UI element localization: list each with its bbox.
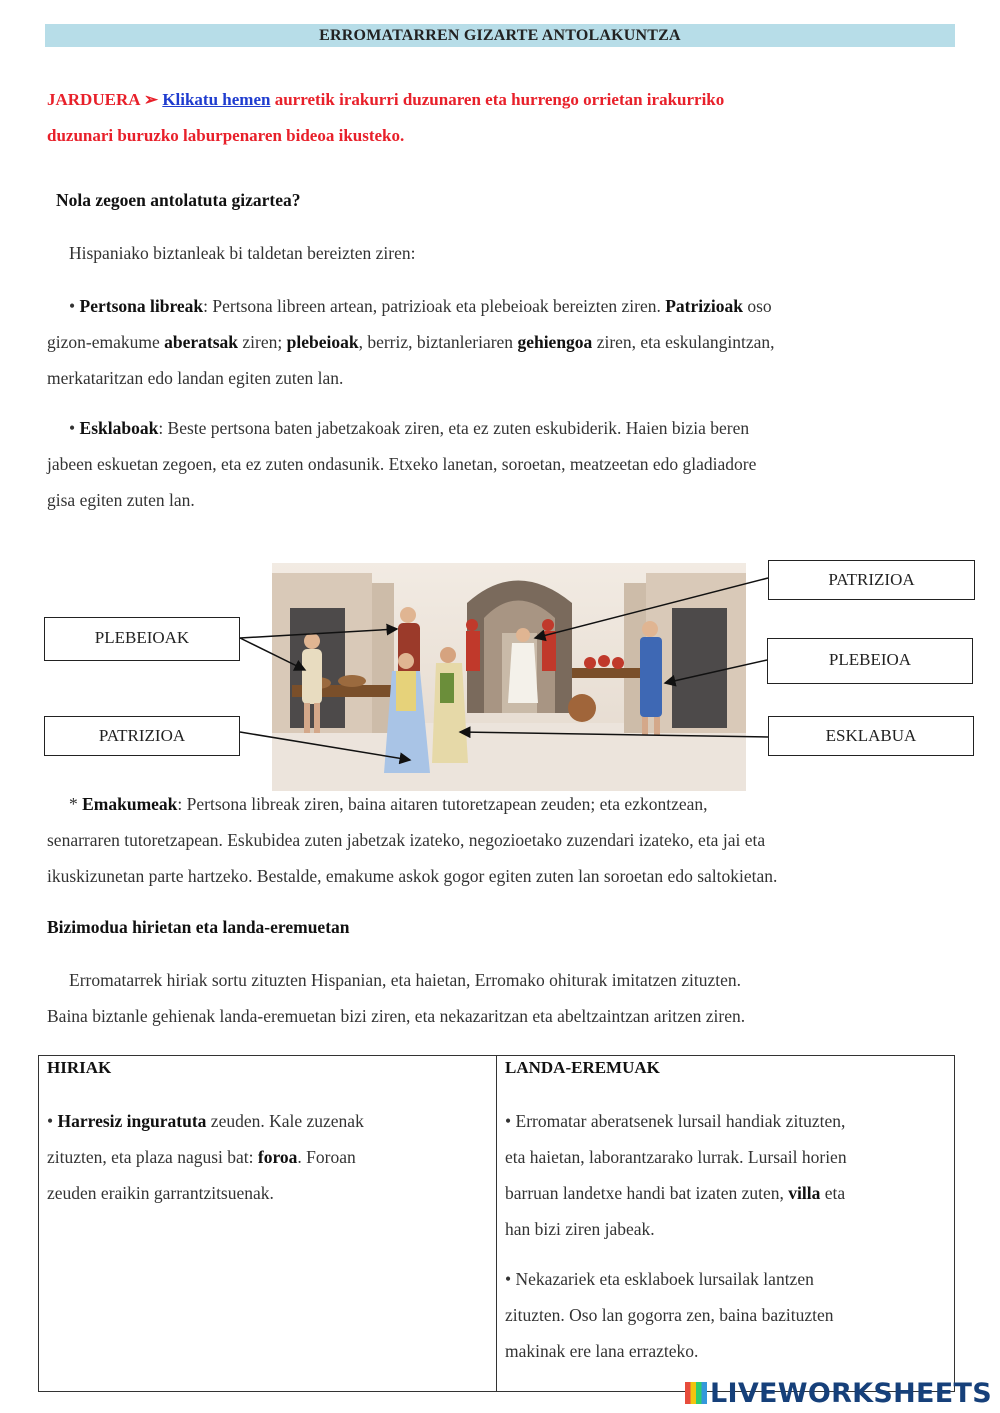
- bullet: •: [505, 1111, 512, 1131]
- label-box-plebeioak: PLEBEIOAK: [44, 617, 240, 661]
- text: zeuden eraikin garrantzitsuenak.: [47, 1183, 274, 1203]
- bullet: •: [69, 418, 76, 438]
- text: : Beste pertsona baten jabetzakoak ziren, eta ez zuten eskubiderik. Haien bizia beren: [158, 418, 750, 438]
- text: barruan landetxe handi bat izaten zuten,: [505, 1183, 789, 1203]
- term-aberatsak: aberatsak: [164, 332, 238, 352]
- logo-text: LIVEWORKSHEETS: [709, 1378, 992, 1409]
- text: makinak ere lana errazteko.: [505, 1341, 699, 1361]
- term-walls: Harresiz inguratuta: [57, 1111, 207, 1131]
- text: Nekazariek eta esklaboek lursailak lantzen: [511, 1269, 814, 1289]
- activity-label: JARDUERA: [47, 90, 140, 109]
- text: : Pertsona libreen artean, patrizioak eta plebeioak bereizten ziren.: [203, 296, 666, 316]
- slaves-paragraph: [47, 410, 967, 518]
- text: jabeen eskuetan zegoen, eta ez zuten ondasunik. Etxeko lanetan, soroetan, meatzeetan edo gladiadore: [47, 454, 757, 474]
- fruit: [612, 657, 624, 669]
- table-divider: [496, 1055, 497, 1392]
- text: eta haietan, laborantzarako lurrak. Lursail horien: [505, 1147, 847, 1167]
- label-box-patrizioa-right: PATRIZIOA: [768, 560, 975, 600]
- table-header-cities: HIRIAK: [47, 1058, 112, 1077]
- floor: [272, 723, 746, 791]
- activity-text-2: duzunari buruzko laburpenaren bideoa ikusteko.: [47, 126, 405, 145]
- text: oso: [743, 296, 772, 316]
- text: , berriz, biztanleriaren: [358, 332, 518, 352]
- text: eta: [820, 1183, 846, 1203]
- term-patrizioak: Patrizioak: [665, 296, 743, 316]
- bullet: •: [69, 296, 76, 316]
- text: ikuskizunetan parte hartzeko. Bestalde, emakume askok gogor egiten zuten lan soroetan edo saltokietan.: [47, 866, 778, 886]
- activity-text-1: aurretik irakurri duzunaren eta hurrengo orrietan irakurriko: [270, 90, 725, 109]
- term-women: Emakumeak: [82, 794, 178, 814]
- text: Erromatarrek hiriak sortu zituzten Hispanian, eta haietan, Erromako ohiturak imitatzen zituzten.: [69, 970, 742, 990]
- text: zituzten, eta plaza nagusi bat:: [47, 1147, 258, 1167]
- text: zituzten. Oso lan gogorra zen, baina bazituzten: [505, 1305, 834, 1325]
- text: senarraren tutoretzapean. Eskubidea zuten jabetzak izateko, negozioetako zuzendari izateko, eta jai eta: [47, 830, 766, 850]
- liveworksheets-logo-icon: [685, 1382, 707, 1404]
- bullet: •: [505, 1269, 512, 1289]
- table-header-rural: LANDA-EREMUAK: [505, 1058, 660, 1077]
- cities-cell: [47, 1103, 487, 1211]
- term-free-people: Pertsona libreak: [79, 296, 204, 316]
- activity-instruction: [47, 82, 947, 154]
- roman-street-illustration: [272, 563, 746, 791]
- label-box-patrizioa-left: PATRIZIOA: [44, 716, 240, 756]
- video-link[interactable]: Klikatu hemen: [162, 90, 271, 109]
- bullet: *: [69, 794, 78, 814]
- term-forum: foroa: [257, 1147, 298, 1167]
- text: ziren, eta eskulangintzan,: [592, 332, 775, 352]
- bullet: •: [47, 1111, 54, 1131]
- rural-cell-paragraph-2: [505, 1261, 950, 1369]
- basket: [568, 694, 596, 722]
- term-gehiengoa: gehiengoa: [517, 332, 593, 352]
- text: han bizi ziren jabeak.: [505, 1219, 655, 1239]
- text: . Foroan: [297, 1147, 356, 1167]
- text: ziren;: [238, 332, 287, 352]
- text: gizon-emakume: [47, 332, 165, 352]
- arrow-icon: ➢: [143, 90, 159, 109]
- intro-paragraph: Hispaniako biztanleak bi taldetan bereizten ziren:: [69, 243, 416, 263]
- term-villa: villa: [788, 1183, 821, 1203]
- text: Erromatar aberatsenek lursail handiak zituzten,: [511, 1111, 846, 1131]
- market-stall-right: [572, 668, 642, 678]
- text: merkataritzan edo landan egiten zuten lan.: [47, 368, 344, 388]
- section-heading-society: Nola zegoen antolatuta gizartea?: [56, 190, 301, 210]
- liveworksheets-logo: [685, 1378, 992, 1409]
- right-doorway: [672, 608, 727, 728]
- section-heading-lifestyle: Bizimodua hirietan eta landa-eremuetan: [47, 917, 350, 937]
- rural-cell-paragraph-1: [505, 1103, 950, 1247]
- text: gisa egiten zuten lan.: [47, 490, 195, 510]
- lifestyle-paragraph: [47, 962, 977, 1034]
- label-box-esklabua: ESKLABUA: [768, 716, 974, 756]
- page-title: ERROMATARREN GIZARTE ANTOLAKUNTZA: [45, 24, 955, 47]
- text: zeuden. Kale zuzenak: [206, 1111, 364, 1131]
- text: : Pertsona libreak ziren, baina aitaren tutoretzapean zeuden; eta ezkontzean,: [177, 794, 708, 814]
- label-box-plebeioa: PLEBEIOA: [767, 638, 973, 684]
- text: Baina biztanle gehienak landa-eremuetan bizi ziren, eta nekazaritzan eta abeltzaintzan aritzen ziren.: [47, 1006, 746, 1026]
- term-slaves: Esklaboak: [79, 418, 159, 438]
- term-plebeioak: plebeioak: [286, 332, 359, 352]
- free-people-paragraph: [47, 288, 967, 396]
- fruit: [598, 655, 610, 667]
- women-paragraph: [47, 786, 977, 894]
- basket: [338, 675, 366, 687]
- fruit: [584, 657, 596, 669]
